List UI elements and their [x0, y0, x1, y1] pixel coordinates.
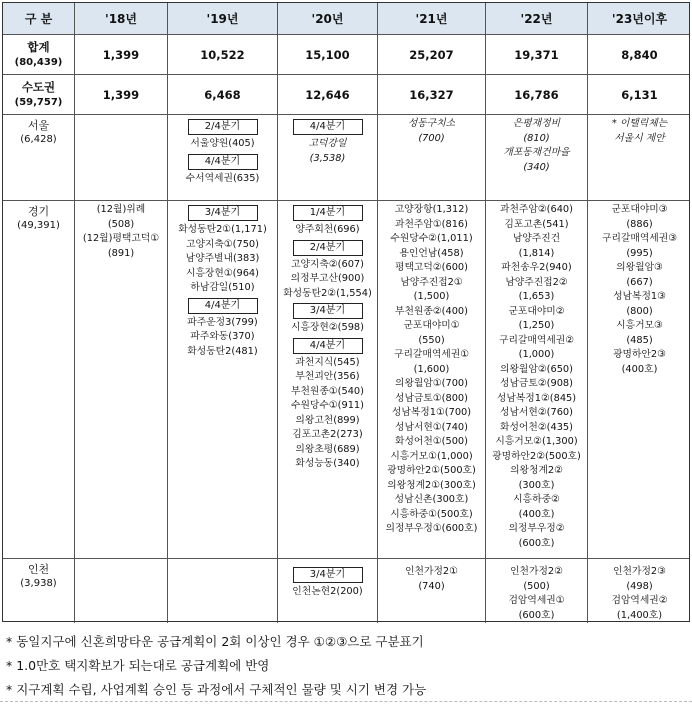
total-value-2023: 8,840: [621, 47, 658, 62]
project-entry: 의왕월암①(700): [395, 378, 468, 389]
gyeonggi-sum: (49,391): [17, 220, 60, 231]
project-entry: (485): [626, 334, 653, 346]
project-entry: 과천주암②(640): [500, 204, 573, 215]
project-entry: (1,653): [518, 291, 555, 302]
footnote-3: * 지구계획 수립, 사업계획 승인 등 과정에서 구체적인 물량 및 시기 변경 가능: [6, 682, 427, 697]
project-entry: (1,600): [413, 363, 450, 375]
project-entry: (600호): [518, 609, 555, 621]
project-entry: 용인언남(458): [399, 247, 464, 259]
project-entry: 성남복정1②(845): [496, 392, 577, 404]
project-entry: 시흥장현②(598): [291, 322, 364, 333]
quarter-label: 2/4분기: [293, 240, 363, 256]
footnotes: [6, 630, 690, 702]
project-entry: (1,814): [518, 247, 555, 259]
project-entry: (550): [418, 334, 445, 346]
total-sum: (80,439): [14, 56, 63, 68]
project-entry: 수서역세권(635): [185, 172, 260, 184]
project-entry: 시흥거모①(1,000): [390, 450, 473, 462]
project-entry: 검암역세권①: [508, 595, 565, 606]
quarter-label: 2/4분기: [188, 119, 258, 135]
project-entry: 시흥거모②(1,300): [495, 436, 578, 447]
incheon-label-cell: [3, 559, 75, 623]
header-year-2022: '22년: [486, 3, 588, 34]
project-entry: 서울양원(405): [190, 138, 255, 149]
project-entry: 의정부우정②: [508, 523, 565, 534]
project-entry: 군포대야미①: [403, 320, 460, 331]
gyeonggi-row: [3, 201, 689, 559]
metro-value-2020: 12,646: [278, 75, 378, 114]
project-entry: (12월)평택고덕①: [82, 233, 160, 244]
quarter-label: 4/4분기: [188, 298, 258, 314]
project-entry: 구리갈매역세권①: [393, 349, 470, 360]
quarter-label: 3/4분기: [188, 205, 258, 221]
total-label-cell: [3, 35, 75, 74]
project-entry: 남양주별내(383): [185, 253, 260, 264]
project-entry: 의정부고산(900): [290, 273, 365, 284]
incheon-2021-cell: [378, 559, 486, 623]
header-year-2020: '20년: [278, 3, 378, 34]
quarter-label: 4/4분기: [188, 154, 258, 170]
project-entry: 고양지축①(750): [186, 238, 259, 250]
project-entry: * 이탤릭체는: [611, 118, 668, 129]
project-entry: 성남신촌(300호): [394, 494, 469, 505]
project-entry: 남양주진건: [512, 233, 561, 244]
project-entry: 화성능동(340): [295, 458, 360, 469]
project-entry: 성남금토①(800): [395, 392, 468, 404]
header-division: 구 분: [3, 3, 75, 34]
project-entry: 의정부우정①(600호): [385, 523, 478, 534]
project-entry: 구리갈매역세권③: [601, 233, 678, 244]
project-entry: 평택고덕②(600): [395, 262, 468, 273]
project-entry: 화성동탄2②(1,554): [283, 287, 372, 299]
quarter-label: 3/4분기: [293, 303, 363, 319]
project-entry: 의왕초평(689): [295, 443, 360, 455]
gyeonggi-2021-cell: [378, 201, 486, 558]
table-header-row: [3, 3, 689, 35]
metro-sum: (59,757): [14, 96, 63, 108]
project-entry: 광명하안2②(500호): [492, 450, 581, 462]
project-entry: 부천괴안(356): [295, 371, 360, 382]
quarter-label: 4/4분기: [293, 119, 363, 135]
seoul-sum: (6,428): [20, 134, 57, 145]
project-entry: 인천가정2①: [405, 566, 458, 577]
project-entry: (1,400호): [616, 609, 663, 621]
header-year-2019: '19년: [168, 3, 278, 34]
project-entry: 부천원종②(400): [395, 305, 468, 317]
incheon-2018-cell: [75, 559, 168, 623]
project-entry: 김포고촌(541): [504, 218, 569, 230]
header-year-2023-after: '23년이후: [611, 12, 668, 26]
project-entry: (400호): [518, 508, 555, 520]
total-label: 합계: [27, 39, 50, 54]
project-entry: 시흥하중②: [513, 494, 560, 505]
incheon-2020-cell: [278, 559, 378, 623]
supply-plan-table: [2, 2, 690, 622]
project-entry: 의왕고천(899): [295, 414, 360, 426]
total-value-2020: 15,100: [278, 35, 378, 74]
project-entry: 과천주암①(816): [395, 218, 468, 230]
project-entry: (400호): [621, 363, 658, 375]
project-entry: (500): [523, 580, 550, 592]
seoul-2023-cell: [588, 115, 691, 200]
footnote-1: * 동일지구에 신혼희망타운 공급계획이 2회 이상인 경우 ①②③으로 구분표기: [6, 634, 424, 649]
project-entry: 성남복정1③: [613, 291, 666, 302]
project-entry: 과천지식(545): [295, 356, 360, 368]
quarter-label: 4/4분기: [293, 338, 363, 354]
seoul-2021-cell: [378, 115, 486, 200]
project-entry: 개포동재건마을: [503, 147, 570, 158]
incheon-2019-cell: [168, 559, 278, 623]
project-entry: (1,250): [518, 320, 555, 331]
project-entry: 의왕청계2②: [510, 465, 563, 476]
metro-row: [3, 75, 689, 115]
total-row: [3, 35, 689, 75]
project-entry: 의왕월암②(650): [500, 363, 573, 375]
project-entry: (1,500): [413, 291, 450, 302]
project-entry: (886): [626, 218, 653, 230]
project-entry: 성남서현①(740): [395, 421, 468, 433]
project-entry: (498): [626, 580, 653, 592]
footnote-2: * 1.0만호 택지확보가 되는대로 공급계획에 반영: [6, 658, 270, 673]
total-value-2018: 1,399: [75, 35, 168, 74]
project-entry: 시흥하중①(500호): [390, 508, 473, 520]
project-entry: (740): [418, 580, 445, 592]
project-entry: 성남복정1①(700): [391, 407, 472, 418]
project-entry: 성남서현②(760): [500, 407, 573, 418]
project-entry: 화성동탄2①(1,171): [178, 224, 267, 235]
gyeonggi-2022-cell: [486, 201, 588, 558]
project-entry: (800): [626, 305, 653, 317]
seoul-row: [3, 115, 689, 201]
project-entry: (1,000): [518, 349, 555, 360]
project-entry: (600호): [518, 537, 555, 549]
project-entry: 고양지축②(607): [291, 258, 364, 270]
seoul-2019-cell: [168, 115, 278, 200]
project-entry: 서울시 제안: [614, 132, 665, 144]
incheon-row: [3, 559, 689, 623]
metro-value-2021: 16,327: [378, 75, 486, 114]
project-entry: 광명하안2①(500호): [387, 465, 476, 476]
metro-value-2018: 1,399: [75, 75, 168, 114]
project-entry: 성동구치소: [407, 118, 456, 129]
total-value-2021: 25,207: [378, 35, 486, 74]
project-entry: 남양주진접2①: [400, 276, 463, 288]
project-entry: (700): [418, 132, 445, 144]
project-entry: (340): [523, 161, 550, 173]
project-entry: 구리갈매역세권②: [498, 334, 575, 346]
project-entry: 고덕강일: [308, 138, 347, 149]
metro-value-2022: 16,786: [486, 75, 588, 114]
project-entry: 의왕월암③: [616, 262, 663, 273]
gyeonggi-2023-cell: [588, 201, 691, 558]
metro-value-2019: 6,468: [168, 75, 278, 114]
project-entry: 의왕청계2①(300호): [387, 479, 476, 491]
project-entry: 검암역세권②: [611, 595, 668, 606]
project-entry: 파주운정3(799): [187, 316, 258, 328]
incheon-sum: (3,938): [20, 578, 57, 589]
project-entry: 고양장항(1,312): [394, 204, 469, 215]
seoul-label-cell: [3, 115, 75, 200]
project-entry: (508): [107, 218, 135, 230]
project-entry: 남양주진접2②: [505, 276, 568, 288]
page-bottom-divider: [0, 700, 692, 702]
header-year-2021: '21년: [378, 3, 486, 34]
incheon-label: 인천: [27, 563, 50, 576]
project-entry: 김포고촌2(273): [292, 429, 363, 440]
project-entry: 인천가정2③: [613, 566, 666, 577]
project-entry: 부천원종①(540): [291, 385, 364, 397]
metro-label: 수도권: [21, 79, 56, 94]
metro-value-2023: 6,131: [621, 87, 658, 102]
project-entry: 인천논현2(200): [292, 586, 363, 597]
project-entry: 군포대야미②: [508, 305, 565, 317]
project-entry: 시흥장현①(964): [186, 267, 259, 279]
project-entry: (810): [523, 132, 550, 144]
incheon-2023-cell: [588, 559, 691, 623]
project-entry: 화성어천①(500): [395, 436, 468, 447]
quarter-label: 3/4분기: [293, 567, 363, 583]
total-value-2019: 10,522: [168, 35, 278, 74]
project-entry: (995): [626, 247, 653, 259]
project-entry: 군포대야미③: [611, 204, 668, 215]
quarter-label: 1/4분기: [293, 205, 363, 221]
gyeonggi-2019-cell: [168, 201, 278, 558]
incheon-2022-cell: [486, 559, 588, 623]
project-entry: 파주와동(370): [190, 331, 255, 342]
seoul-2022-cell: [486, 115, 588, 200]
project-entry: 양주회천(696): [295, 224, 360, 235]
seoul-2018-cell: [75, 115, 168, 200]
seoul-label: 서울: [27, 119, 50, 132]
header-year-2018: '18년: [75, 3, 168, 34]
project-entry: 수원당수①(911): [291, 400, 364, 411]
project-entry: 성남금토②(908): [500, 378, 573, 389]
project-entry: 은평재정비: [512, 118, 561, 129]
project-entry: 광명하안2③: [613, 349, 666, 360]
project-entry: 시흥거모③: [616, 320, 663, 331]
project-entry: 화성동탄2(481): [187, 345, 258, 357]
project-entry: 화성어천②(435): [500, 421, 573, 433]
project-entry: 하남감일(510): [190, 282, 255, 293]
gyeonggi-label-cell: [3, 201, 75, 558]
project-entry: (300호): [518, 479, 555, 491]
seoul-2020-cell: [278, 115, 378, 200]
project-entry: (3,538): [309, 152, 346, 164]
gyeonggi-2018-cell: [75, 201, 168, 558]
metro-label-cell: [3, 75, 75, 114]
project-entry: (667): [626, 276, 653, 288]
gyeonggi-label: 경기: [27, 205, 50, 218]
gyeonggi-2020-cell: [278, 201, 378, 558]
total-value-2022: 19,371: [486, 35, 588, 74]
project-entry: 파천송우2(940): [501, 262, 572, 273]
project-entry: 수원당수②(1,011): [390, 233, 473, 244]
project-entry: (891): [107, 247, 135, 259]
project-entry: (12월)위례: [96, 204, 146, 215]
project-entry: 인천가정2②: [510, 566, 563, 577]
